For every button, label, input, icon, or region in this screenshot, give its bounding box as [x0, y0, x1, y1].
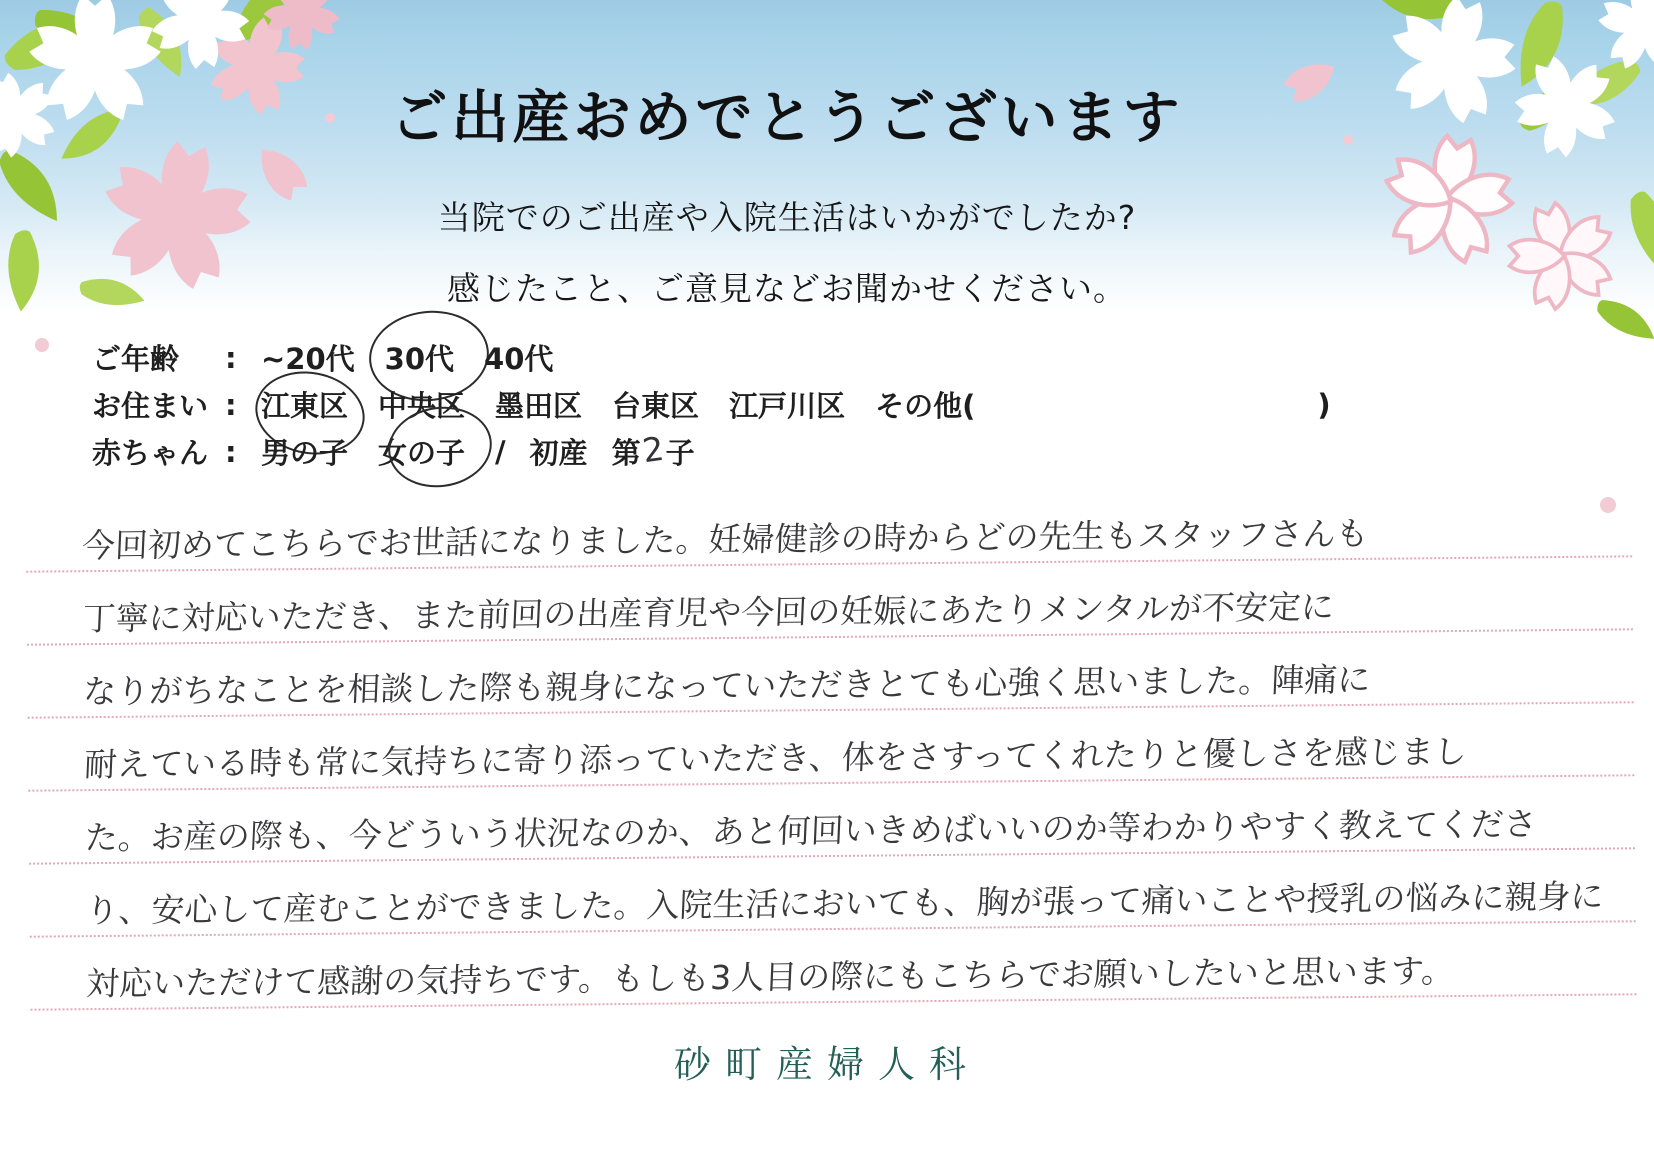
subtitle-line2: 感じたこと、ご意見などお聞かせください。: [447, 269, 1127, 308]
parity-prefix: 第: [611, 436, 641, 470]
age-separator: :: [225, 340, 237, 375]
card-footer: [0, 1034, 1654, 1088]
residence-option-chuo: 中央区: [378, 389, 466, 423]
baby-option-girl-label: 女の子: [378, 436, 466, 470]
age-option-20s: ~20代: [261, 342, 355, 376]
parity-number-handwritten: 2: [639, 428, 666, 471]
age-label: ご年齢: [92, 342, 180, 376]
parity-option-nth: [611, 428, 695, 472]
message-line-text: 今回初めてこちらでお世話になりました。妊婦健診の時からどの先生もスタッフさんも: [81, 513, 1370, 566]
age-option-30s-circled: [385, 337, 454, 378]
page-title: ご出産おめでとうございます: [390, 85, 1184, 151]
baby-slash: /: [495, 434, 506, 469]
residence-option-other: その他(: [875, 389, 976, 423]
age-option-40s: 40代: [484, 342, 554, 376]
baby-label: 赤ちゃん: [92, 436, 209, 470]
message-line-text: 耐えている時も常に気持ちに寄り添っていただき、体をさすってくれたりと優しさを感じまし: [83, 731, 1468, 785]
residence-row: [92, 381, 1331, 428]
subtitle-line1: 当院でのご出産や入院生活はいかがでしたか?: [437, 198, 1137, 237]
card-header: [0, 0, 1654, 310]
baby-separator: :: [225, 434, 237, 469]
residence-separator: :: [225, 387, 237, 422]
residence-option-koto-circled: [261, 384, 348, 425]
message-line-text: り、安心して産むことができました。入院生活においても、胸が張って痛いことや授乳の悩みに親身に: [84, 876, 1605, 931]
profile-form: [92, 334, 1331, 475]
residence-option-edogawa: 江戸川区: [729, 389, 846, 423]
message-line-text: た。お産の際も、今どういう状況なのか、あと何回いきめばいいのか等わかりやすく教えてくださ: [83, 804, 1538, 858]
residence-option-taito: 台東区: [612, 389, 700, 423]
residence-option-koto-label: 江東区: [261, 389, 349, 423]
handwritten-message: [26, 484, 1637, 1010]
message-line: [30, 922, 1637, 1010]
baby-option-girl-circled: [378, 431, 465, 472]
message-line-text: なりがちなことを相談した際も親身になっていただきとても心強く思いました。陣痛に: [82, 659, 1372, 712]
other-close-paren: ): [1317, 387, 1331, 422]
message-line-text: 丁寧に対応いただき、また前回の出産育児や今回の妊娠にあたりメンタルが不安定に: [81, 587, 1335, 639]
residence-option-sumida: 墨田区: [495, 389, 583, 423]
age-row: [92, 334, 1331, 381]
hospital-name: 砂町産婦人科: [674, 1043, 980, 1086]
residence-label: お住まい: [92, 389, 209, 423]
message-line-text: 対応いただけて感謝の気持ちです。もしも3人目の際にもこちらでお願いしたいと思います。: [85, 951, 1456, 1004]
parity-option-first: 初産: [529, 436, 588, 470]
baby-option-boy: 男の子: [261, 436, 349, 470]
baby-row: [92, 428, 1331, 475]
parity-suffix: 子: [665, 436, 695, 470]
age-option-30s-label: 30代: [384, 342, 455, 376]
